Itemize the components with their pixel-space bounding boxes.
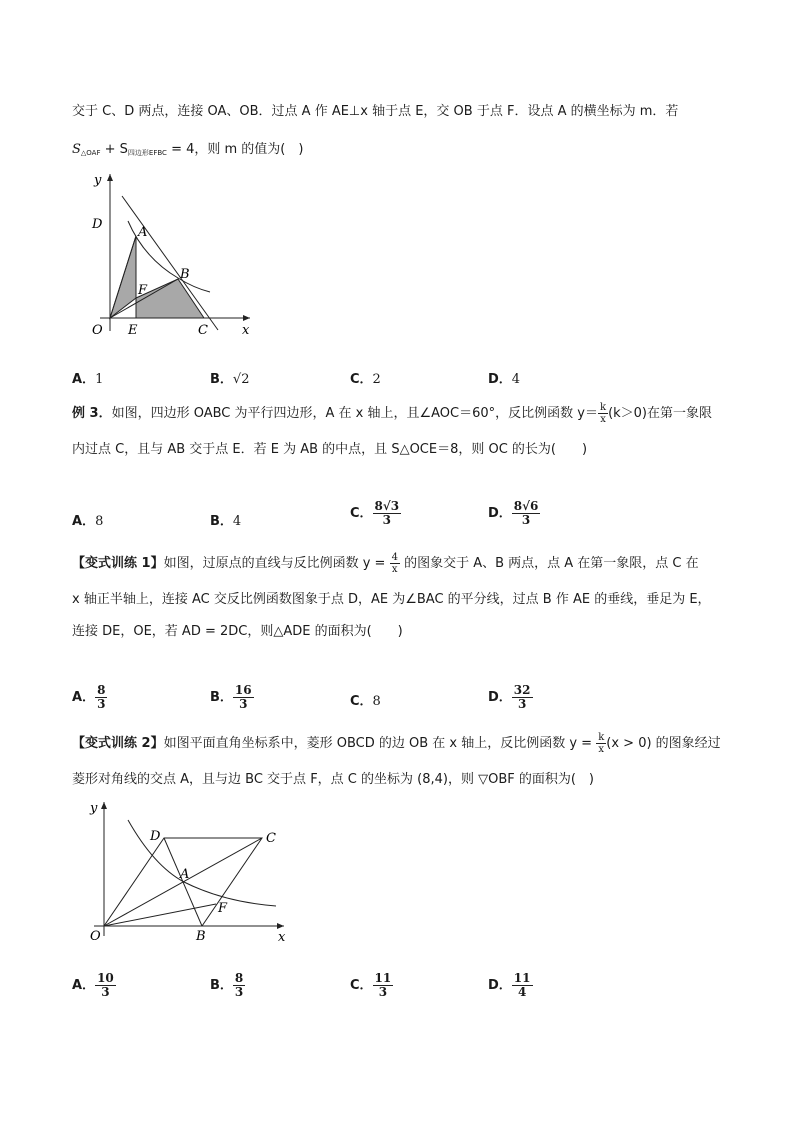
ex3-option-c[interactable]: C． $\frac{8√3}{3}$ bbox=[350, 499, 400, 527]
variant2-title: 【变式训练 2】 bbox=[72, 736, 164, 751]
label-c: C bbox=[266, 831, 276, 846]
label-a: A bbox=[138, 225, 148, 240]
ex3-option-a[interactable]: A．8 bbox=[72, 514, 104, 529]
variant2-line-2: 菱形对角线的交点 A，且与边 BC 交于点 F，点 C 的坐标为 (8,4)，则 ▽OBF 的面积为( ) bbox=[72, 772, 594, 787]
v2-option-b[interactable]: B． $\frac{8}{3}$ bbox=[210, 971, 244, 999]
label-y: y bbox=[90, 801, 98, 816]
example3-line-1 bbox=[72, 402, 712, 425]
variant1-fraction-4-over-x: $\frac{4}{x}$ bbox=[391, 552, 398, 575]
variant2-text-b: (x > 0) 的图象经过 bbox=[606, 736, 721, 751]
variant1-line-3: 连接 DE，OE，若 AD = 2DC，则△ADE 的面积为( ) bbox=[72, 624, 403, 639]
label-y: y bbox=[94, 173, 102, 188]
option-b[interactable]: B．√2 bbox=[210, 372, 250, 387]
label-x: x bbox=[278, 930, 286, 945]
variant2-fraction-k-over-x: $\frac{k}{x}$ bbox=[598, 732, 605, 755]
plus-area-symbol: + S bbox=[100, 142, 128, 157]
y-axis-arrow bbox=[107, 174, 113, 181]
figure-rhombus-diagram bbox=[84, 796, 304, 946]
label-e: E bbox=[128, 323, 138, 338]
variant1-line-2: x 轴正半轴上，连接 AC 交反比例函数图象于点 D，AE 为∠BAC 的平分线，过点 B 作 AE 的垂线，垂足为 E， bbox=[72, 592, 711, 607]
area-symbol: S bbox=[72, 142, 81, 157]
example3-line-2: 内过点 C，且与 AB 交于点 E．若 E 为 AB 的中点，且 S△OCE＝8，则 OC 的长为( ) bbox=[72, 442, 588, 457]
v1-option-d[interactable]: D． $\frac{32}{3}$ bbox=[488, 683, 531, 711]
v2-option-d[interactable]: D． $\frac{11}{4}$ bbox=[488, 971, 531, 999]
variant1-text-a: 如图，过原点的直线与反比例函数 y = bbox=[163, 556, 390, 571]
x-axis-arrow bbox=[243, 315, 250, 321]
area-subscript-oaf: △OAF bbox=[80, 149, 101, 157]
label-f: F bbox=[218, 901, 228, 916]
label-c: C bbox=[198, 323, 208, 338]
label-b: B bbox=[180, 267, 190, 282]
v1-option-b[interactable]: B． $\frac{16}{3}$ bbox=[210, 683, 252, 711]
ex3-option-d[interactable]: D． $\frac{8√6}{3}$ bbox=[488, 499, 539, 527]
x-axis-arrow bbox=[277, 923, 284, 929]
variant1-text-b: 的图象交于 A、B 两点，点 A 在第一象限，点 C 在 bbox=[399, 556, 699, 571]
option-c[interactable]: C．2 bbox=[350, 372, 381, 387]
label-b: B bbox=[196, 929, 206, 944]
label-f: F bbox=[138, 283, 148, 298]
label-o: O bbox=[90, 929, 101, 944]
area-condition-line bbox=[72, 140, 303, 163]
segment-of bbox=[104, 904, 216, 926]
option-a[interactable]: A．1 bbox=[72, 372, 104, 387]
example3-title: 例 3． bbox=[72, 406, 112, 421]
v2-option-a[interactable]: A． $\frac{10}{3}$ bbox=[72, 971, 114, 999]
area-subscript-efbc: 四边形EFBC bbox=[127, 149, 167, 157]
ex3-option-b[interactable]: B．4 bbox=[210, 514, 242, 529]
v1-option-c[interactable]: C．8 bbox=[350, 694, 381, 709]
example3-fraction-k-over-x: $\frac{k}{x}$ bbox=[600, 402, 607, 425]
variant2-line-1 bbox=[72, 732, 721, 755]
label-d: D bbox=[150, 829, 161, 844]
label-x: x bbox=[242, 323, 250, 338]
question-text-line-1: 交于 C、D 两点，连接 OA、OB．过点 A 作 AE⊥x 轴于点 E，交 OB 于点 F．设点 A 的横坐标为 m．若 bbox=[72, 104, 679, 119]
label-o: O bbox=[92, 323, 103, 338]
variant1-line-1 bbox=[72, 552, 699, 575]
example3-text-b: (k＞0)在第一象限 bbox=[608, 406, 713, 421]
figure-oa-ob-diagram bbox=[82, 166, 272, 341]
y-axis-arrow bbox=[101, 802, 107, 809]
option-d[interactable]: D．4 bbox=[488, 372, 521, 387]
label-d: D bbox=[92, 217, 103, 232]
label-a: A bbox=[180, 867, 190, 882]
v1-option-a[interactable]: A． $\frac{8}{3}$ bbox=[72, 683, 106, 711]
variant2-text-a: 如图平面直角坐标系中，菱形 OBCD 的边 OB 在 x 轴上，反比例函数 y = bbox=[163, 736, 597, 751]
v2-option-c[interactable]: C． $\frac{11}{3}$ bbox=[350, 971, 392, 999]
variant1-title: 【变式训练 1】 bbox=[72, 556, 164, 571]
example3-text-a: 如图，四边形 OABC 为平行四边形，A 在 x 轴上，且∠AOC＝60°，反比例函数 y＝ bbox=[111, 406, 598, 421]
area-equation-tail: = 4，则 m 的值为( ) bbox=[166, 142, 304, 157]
